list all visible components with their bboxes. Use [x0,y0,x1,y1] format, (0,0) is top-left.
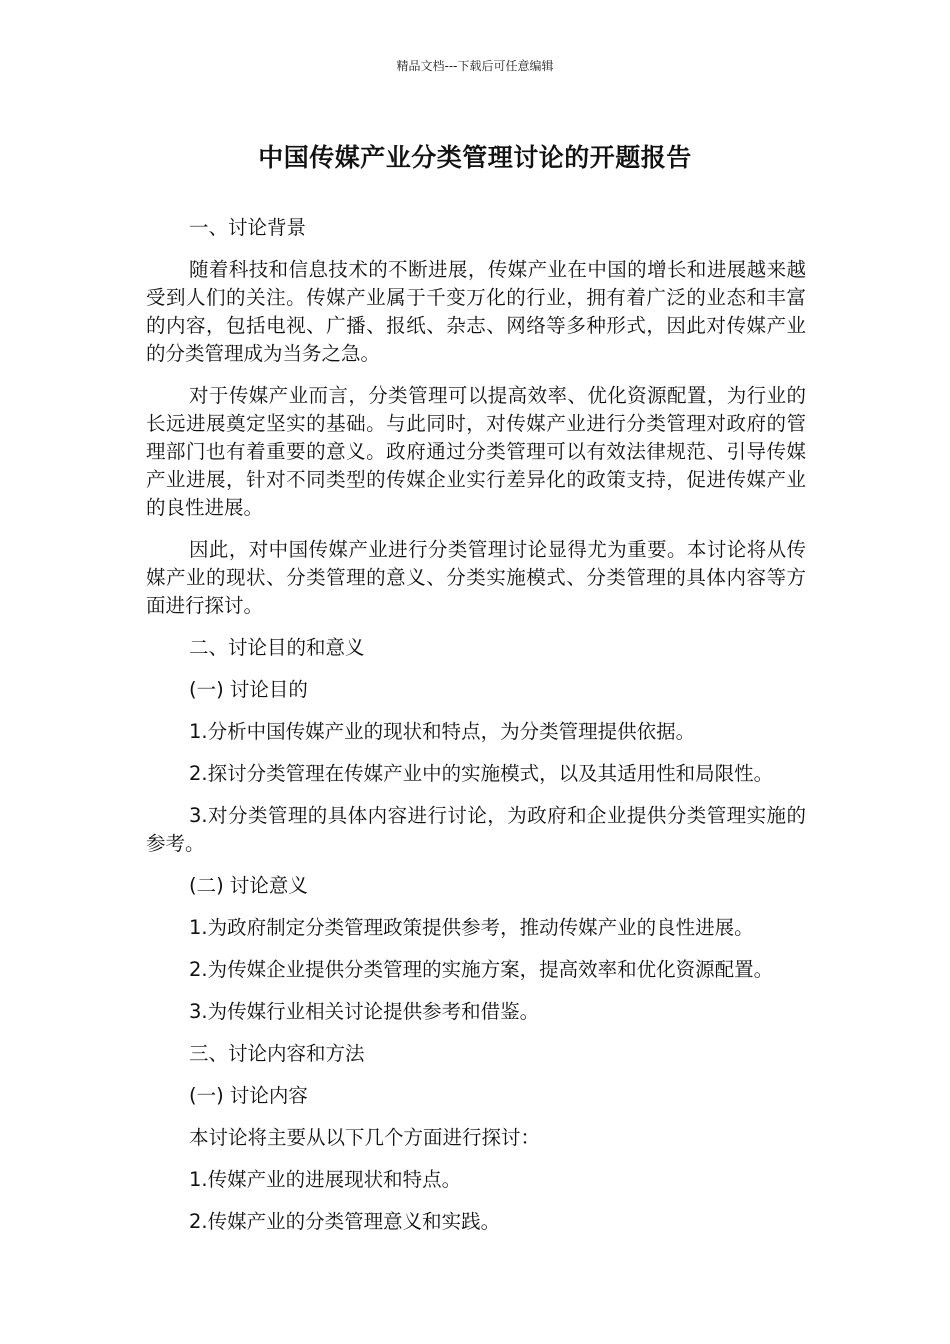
significance-item-1: 1.为政府制定分类管理政策提供参考，推动传媒产业的良性进展。 [189,916,754,939]
significance-item-2: 2.为传媒企业提供分类管理的实施方案，提高效率和优化资源配置。 [189,958,774,981]
content-intro: 本讨论将主要从以下几个方面进行探讨： [189,1126,541,1149]
purpose-item-3: 3.对分类管理的具体内容进行讨论，为政府和企业提供分类管理实施的参考。 [146,804,806,855]
document-title: 中国传媒产业分类管理讨论的开题报告 [258,143,692,172]
paragraph-background-3: 因此，对中国传媒产业进行分类管理讨论显得尤为重要。本讨论将从传媒产业的现状、分类管理的意义、分类实施模式、分类管理的具体内容等方面进行探讨。 [146,538,806,617]
paragraph-background-1: 随着科技和信息技术的不断进展，传媒产业在中国的增长和进展越来越受到人们的关注。传媒产业属于千变万化的行业，拥有着广泛的业态和丰富的内容，包括电视、广播、报纸、杂志、网络等多种形式，因此对传媒产业的分类管理成为当务之急。 [146,258,806,365]
significance-item-3: 3.为传媒行业相关讨论提供参考和借鉴。 [189,1000,540,1023]
purpose-item-1: 1.分析中国传媒产业的现状和特点，为分类管理提供依据。 [189,720,696,743]
page-header: 精品文档---下载后可任意编辑 [396,59,554,73]
subheading-significance: (二) 讨论意义 [189,874,308,897]
paragraph-background-2: 对于传媒产业而言，分类管理可以提高效率、优化资源配置，为行业的长远进展奠定坚实的基础。与此同时，对传媒产业进行分类管理对政府的管理部门也有着重要的意义。政府通过分类管理可以有效法律规范、引导传媒产业进展，针对不同类型的传媒企业实行差异化的政策支持，促进传媒产业的良性进展。 [146,384,806,519]
section-heading-background: 一、讨论背景 [189,216,307,239]
subheading-purpose: (一) 讨论目的 [189,678,308,701]
subheading-content: (一) 讨论内容 [189,1084,308,1107]
content-item-1: 1.传媒产业的进展现状和特点。 [189,1168,462,1191]
document-body [146,214,806,1250]
section-heading-purpose: 二、讨论目的和意义 [189,636,365,659]
content-item-2: 2.传媒产业的分类管理意义和实践。 [189,1210,501,1233]
purpose-item-2: 2.探讨分类管理在传媒产业中的实施模式，以及其适用性和局限性。 [189,762,774,785]
section-heading-content: 三、讨论内容和方法 [189,1042,365,1065]
